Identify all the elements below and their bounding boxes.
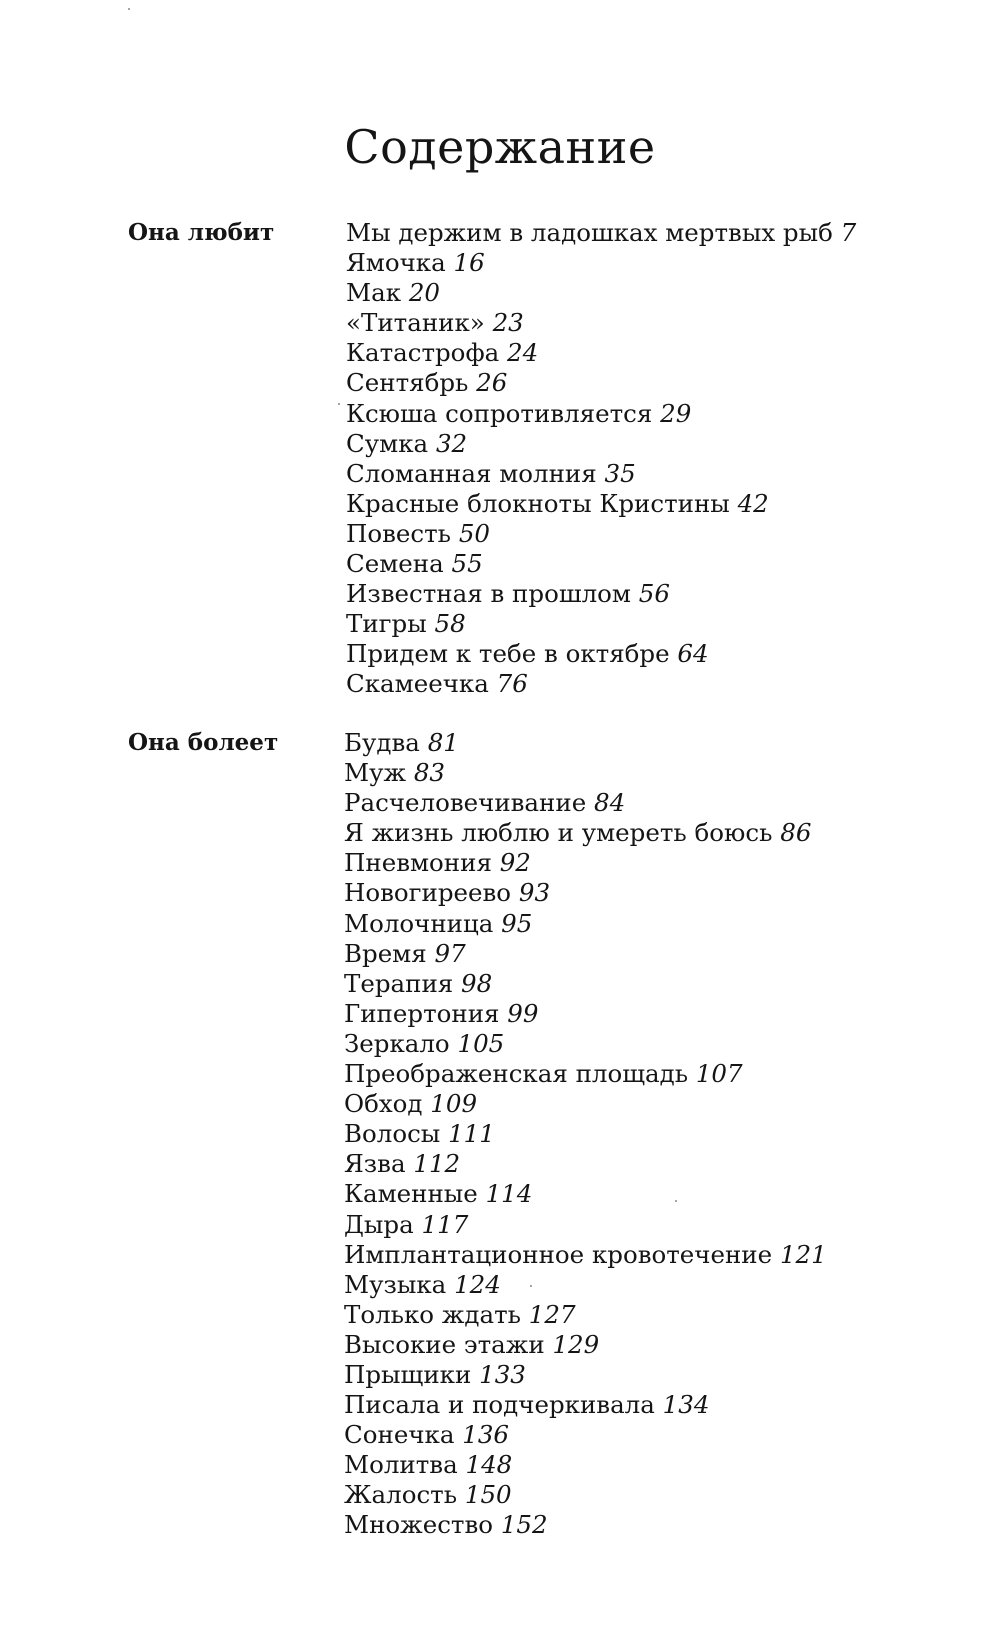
toc-entry-page-number: 93 bbox=[518, 878, 551, 908]
toc-entry-page-number: 133 bbox=[479, 1359, 526, 1389]
toc-entry bbox=[344, 969, 827, 999]
section-heading: Она любит bbox=[128, 219, 275, 246]
toc-entry-title: Мы держим в ладошках мертвых рыб bbox=[346, 218, 833, 247]
toc-entry-page-number: 35 bbox=[604, 458, 636, 488]
toc-entry-page-number: 148 bbox=[465, 1450, 513, 1480]
toc-entry-page-number: 105 bbox=[457, 1028, 505, 1058]
toc-entry-title: Катастрофа bbox=[346, 338, 500, 368]
toc-entry-title: Только ждать bbox=[344, 1299, 521, 1329]
toc-entry bbox=[346, 459, 856, 489]
section-heading: Она болеет bbox=[128, 729, 279, 756]
toc-entry bbox=[344, 1029, 827, 1059]
toc-entry-page-number: 111 bbox=[448, 1119, 495, 1149]
toc-entry-title: Дыра bbox=[344, 1209, 414, 1239]
toc-entry bbox=[346, 609, 856, 639]
toc-entry bbox=[344, 1210, 827, 1240]
toc-entry-title: Писала и подчеркивала bbox=[344, 1390, 655, 1420]
toc-entry bbox=[344, 999, 827, 1029]
toc-entry-title: Тигры bbox=[346, 609, 427, 639]
toc-entry-title: Я жизнь люблю и умереть боюсь bbox=[344, 818, 773, 848]
toc-entry-page-number: 121 bbox=[779, 1239, 827, 1269]
toc-entry bbox=[344, 788, 827, 818]
toc-entry bbox=[346, 218, 856, 248]
toc-entry-page-number: 136 bbox=[462, 1420, 510, 1450]
toc-entry-title: Жалость bbox=[344, 1480, 458, 1510]
toc-entry-page-number: 117 bbox=[421, 1209, 469, 1239]
toc-entry-title: Муж bbox=[344, 758, 407, 788]
page-title: Содержание bbox=[344, 120, 656, 174]
toc-entry-page-number: 99 bbox=[507, 998, 539, 1028]
toc-entry-title: Пневмония bbox=[344, 848, 492, 878]
toc-entry-title: Имплантационное кровотечение bbox=[344, 1239, 773, 1269]
toc-entry-title: Зеркало bbox=[344, 1028, 450, 1058]
toc-entry-title: Придем к тебе в октябре bbox=[346, 639, 670, 669]
toc-entry bbox=[346, 399, 856, 429]
toc-entry bbox=[346, 579, 856, 609]
toc-entry-title: Скамеечка bbox=[346, 669, 489, 699]
toc-entry-page-number: 20 bbox=[408, 278, 440, 308]
toc-entry-page-number: 152 bbox=[500, 1510, 548, 1540]
toc-entry-page-number: 86 bbox=[780, 818, 812, 848]
toc-entry-title: Сонечка bbox=[344, 1420, 455, 1450]
toc-entry-page-number: 107 bbox=[695, 1059, 743, 1089]
toc-entry-page-number: 50 bbox=[458, 518, 491, 548]
toc-entry bbox=[344, 1330, 827, 1360]
toc-entry-page-number: 32 bbox=[435, 428, 468, 458]
toc-entry-title: Преображенская площадь bbox=[344, 1059, 689, 1089]
toc-entry bbox=[344, 1390, 827, 1420]
toc-entry-title: Язва bbox=[344, 1149, 406, 1179]
toc-entry bbox=[344, 1179, 827, 1209]
toc-entry bbox=[344, 1119, 827, 1149]
toc-entry-title: Семена bbox=[346, 549, 444, 579]
toc-entry-title: Повесть bbox=[346, 518, 452, 548]
toc-entry-title: Молитва bbox=[344, 1450, 458, 1480]
scan-speck bbox=[530, 1285, 532, 1287]
toc-entry-page-number: 112 bbox=[413, 1149, 461, 1179]
toc-entry-page-number: 24 bbox=[507, 338, 539, 368]
toc-entry bbox=[346, 549, 856, 579]
toc-entry bbox=[344, 1089, 827, 1119]
toc-entry-page-number: 56 bbox=[638, 579, 670, 609]
toc-entry-title: Новогиреево bbox=[344, 878, 512, 908]
toc-entry bbox=[344, 1240, 827, 1270]
toc-entry bbox=[346, 639, 856, 669]
toc-entry-page-number: 124 bbox=[454, 1269, 501, 1299]
toc-entry-page-number: 98 bbox=[461, 968, 493, 998]
toc-entry-title: Будва bbox=[344, 728, 420, 757]
toc-entry bbox=[344, 848, 827, 878]
toc-entry-title: Мак bbox=[346, 278, 402, 308]
toc-entry-title: Ксюша сопротивляется bbox=[346, 398, 653, 428]
toc-entry-page-number: 127 bbox=[528, 1299, 576, 1329]
toc-entry-title: Красные блокноты Кристины bbox=[346, 488, 730, 518]
toc-entry bbox=[344, 1270, 827, 1300]
scan-speck bbox=[338, 403, 340, 405]
toc-entry bbox=[344, 1149, 827, 1179]
toc-entry bbox=[346, 489, 856, 519]
toc-entry-title: Молочница bbox=[344, 908, 494, 938]
toc-entry-title: Прыщики bbox=[344, 1359, 472, 1389]
toc-entry bbox=[344, 1360, 827, 1390]
toc-entry bbox=[344, 939, 827, 969]
toc-entry-title: Ямочка bbox=[346, 248, 446, 278]
toc-entry-title: Сломанная молния bbox=[346, 458, 597, 488]
toc-entry bbox=[344, 1059, 827, 1089]
toc-entry-title: Известная в прошлом bbox=[346, 579, 631, 609]
scan-speck bbox=[675, 1200, 677, 1202]
toc-entry-title: Сентябрь bbox=[346, 368, 469, 398]
toc-entry-page-number: 58 bbox=[434, 609, 466, 639]
toc-entry-page-number: 26 bbox=[476, 368, 508, 398]
toc-entry-title: Расчеловечивание bbox=[344, 788, 587, 818]
toc-entry-page-number: 16 bbox=[453, 248, 485, 278]
toc-entry-list bbox=[344, 728, 827, 1541]
toc-entry-page-number: 134 bbox=[662, 1390, 710, 1420]
toc-entry-page-number: 42 bbox=[737, 488, 769, 518]
toc-entry-page-number: 29 bbox=[660, 398, 692, 428]
toc-entry bbox=[344, 878, 827, 908]
toc-entry-title: Музыка bbox=[344, 1269, 447, 1299]
toc-entry bbox=[346, 669, 856, 699]
toc-entry-title: Терапия bbox=[344, 968, 454, 998]
toc-entry bbox=[346, 429, 856, 459]
toc-entry-page-number: 55 bbox=[451, 549, 483, 579]
toc-entry bbox=[346, 308, 856, 338]
toc-entry bbox=[346, 248, 856, 278]
toc-entry-page-number: 92 bbox=[499, 848, 531, 878]
toc-entry-title: Волосы bbox=[344, 1119, 441, 1149]
toc-entry bbox=[344, 909, 827, 939]
toc-entry bbox=[344, 758, 827, 788]
toc-entry bbox=[344, 1420, 827, 1450]
toc-entry-page-number: 97 bbox=[434, 938, 466, 968]
toc-entry bbox=[346, 519, 856, 549]
toc-entry-title: Каменные bbox=[344, 1179, 478, 1209]
toc-entry-title: Сумка bbox=[346, 428, 429, 458]
toc-entry-page-number: 83 bbox=[413, 758, 446, 788]
toc-entry-page-number: 150 bbox=[464, 1480, 512, 1510]
toc-entry bbox=[344, 1480, 827, 1510]
toc-entry-page-number: 84 bbox=[594, 788, 626, 818]
toc-entry-page-number: 95 bbox=[501, 908, 533, 938]
toc-entry-page-number: 129 bbox=[552, 1329, 600, 1359]
toc-entry-page-number: 7 bbox=[840, 218, 857, 247]
toc-entry-page-number: 109 bbox=[430, 1089, 478, 1119]
toc-entry bbox=[346, 278, 856, 308]
toc-entry bbox=[344, 1300, 827, 1330]
toc-entry-title: «Титаник» bbox=[346, 308, 485, 338]
toc-entry-title: Время bbox=[344, 938, 427, 968]
toc-entry-title: Высокие этажи bbox=[344, 1329, 545, 1359]
toc-entry bbox=[346, 338, 856, 368]
toc-entry-page-number: 81 bbox=[427, 728, 459, 757]
toc-entry-page-number: 114 bbox=[485, 1179, 533, 1209]
toc-entry-page-number: 23 bbox=[492, 308, 524, 338]
toc-entry bbox=[346, 368, 856, 398]
toc-entry bbox=[344, 1450, 827, 1480]
toc-entry bbox=[344, 728, 827, 758]
toc-entry-title: Множество bbox=[344, 1510, 494, 1540]
toc-entry bbox=[344, 1510, 827, 1540]
toc-entry-list bbox=[346, 218, 856, 700]
toc-entry-page-number: 76 bbox=[496, 669, 528, 699]
toc-entry bbox=[344, 818, 827, 848]
toc-entry-title: Гипертония bbox=[344, 998, 500, 1028]
toc-entry-page-number: 64 bbox=[677, 639, 709, 669]
scan-speck bbox=[128, 8, 130, 10]
toc-entry-title: Обход bbox=[344, 1089, 423, 1119]
